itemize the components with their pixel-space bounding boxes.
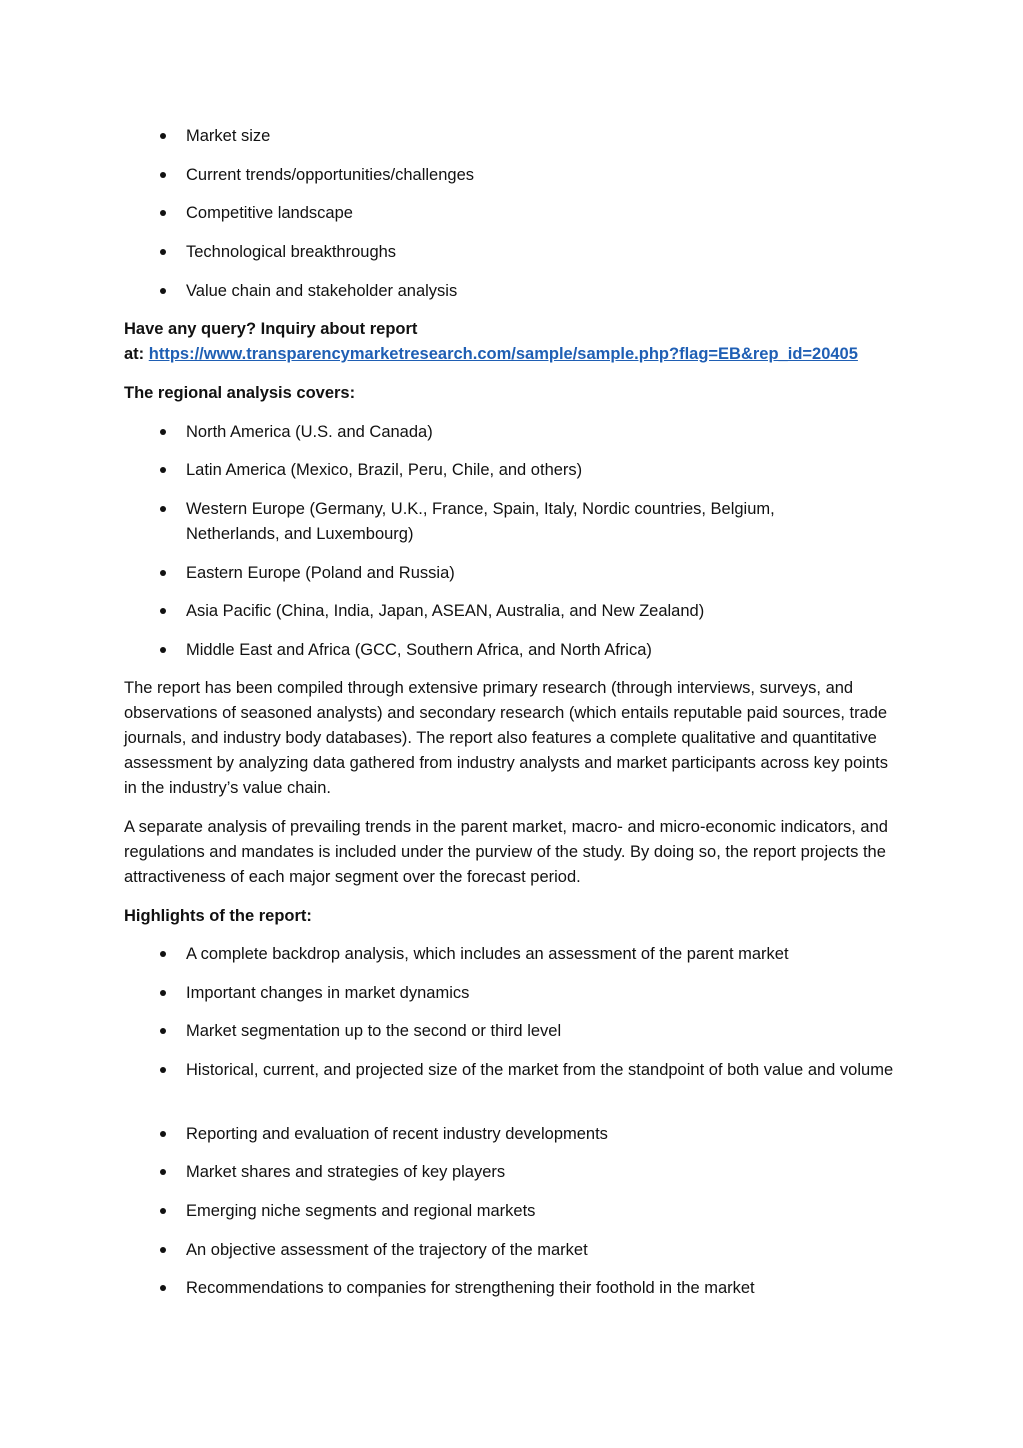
bullet-icon: [160, 249, 166, 255]
bullet-icon: [160, 647, 166, 653]
bullet-icon: [160, 1028, 166, 1034]
list-item-text: Recommendations to companies for strengthening their foothold in the market: [186, 1279, 755, 1297]
inquiry-link-line: [124, 342, 904, 367]
inquiry-heading: Have any query? Inquiry about report: [124, 320, 418, 338]
list-item-text: Competitive landscape: [186, 204, 353, 222]
list-item-text: North America (U.S. and Canada): [186, 423, 433, 441]
bullet-icon: [160, 990, 166, 996]
list-item-text: A complete backdrop analysis, which includes an assessment of the parent market: [186, 945, 789, 963]
regional-heading: The regional analysis covers:: [124, 384, 356, 402]
bullet-icon: [160, 1208, 166, 1214]
bullet-icon: [160, 288, 166, 294]
list-item-text: Latin America (Mexico, Brazil, Peru, Chile, and others): [186, 461, 583, 479]
bullet-icon: [160, 467, 166, 473]
bullet-icon: [160, 172, 166, 178]
inquiry-link[interactable]: https://www.transparencymarketresearch.com/sample/sample.php?flag=EB&rep_id=20405: [148, 345, 858, 363]
list-item-text: Important changes in market dynamics: [186, 984, 470, 1002]
bullet-icon: [160, 1067, 166, 1073]
bullet-icon: [160, 506, 166, 512]
highlights-heading: Highlights of the report:: [124, 907, 312, 925]
bullet-icon: [160, 1169, 166, 1175]
bullet-icon: [160, 951, 166, 957]
list-item-text: Western Europe (Germany, U.K., France, Spain, Italy, Nordic countries, Belgium, Netherlands, and Luxembourg): [186, 500, 775, 543]
list-item-text: Eastern Europe (Poland and Russia): [186, 564, 455, 582]
body-paragraph: The report has been compiled through extensive primary research (through interviews, surveys, and observations of seasoned analysts) and secondary research (which entails reputable paid sources, trade journals, and industry body databases). The report also features a complete qualitative and quantitative assessment by analyzing data gathered from industry analysts and market participants across key points in the industry’s value chain.: [124, 679, 888, 797]
list-item-text: Technological breakthroughs: [186, 243, 397, 261]
bullet-icon: [160, 429, 166, 435]
list-item-text: Reporting and evaluation of recent industry developments: [186, 1125, 608, 1143]
list-item-text: Market shares and strategies of key players: [186, 1163, 506, 1181]
list-item-text: Asia Pacific (China, India, Japan, ASEAN, Australia, and New Zealand): [186, 602, 705, 620]
list-item-text: Market segmentation up to the second or third level: [186, 1022, 562, 1040]
list-item-text: Market size: [186, 127, 271, 145]
bullet-icon: [160, 1247, 166, 1253]
list-item-text: Historical, current, and projected size of the market from the standpoint of both value and volume: [186, 1061, 894, 1079]
list-item-text: Value chain and stakeholder analysis: [186, 282, 458, 300]
bullet-icon: [160, 570, 166, 576]
body-paragraph: A separate analysis of prevailing trends in the parent market, macro- and micro-economic indicators, and regulations and mandates is included under the purview of the study. By doing so, the report projects the attractiveness of each major segment over the forecast period.: [124, 818, 888, 886]
bullet-icon: [160, 133, 166, 139]
list-item-text: An objective assessment of the trajectory of the market: [186, 1241, 588, 1259]
bullet-icon: [160, 1285, 166, 1291]
list-item-text: Emerging niche segments and regional markets: [186, 1202, 536, 1220]
list-item-text: Middle East and Africa (GCC, Southern Africa, and North Africa): [186, 641, 652, 659]
inquiry-prefix: at:: [124, 345, 149, 363]
bullet-icon: [160, 1131, 166, 1137]
list-item-text: Current trends/opportunities/challenges: [186, 166, 475, 184]
bullet-icon: [160, 608, 166, 614]
bullet-icon: [160, 210, 166, 216]
